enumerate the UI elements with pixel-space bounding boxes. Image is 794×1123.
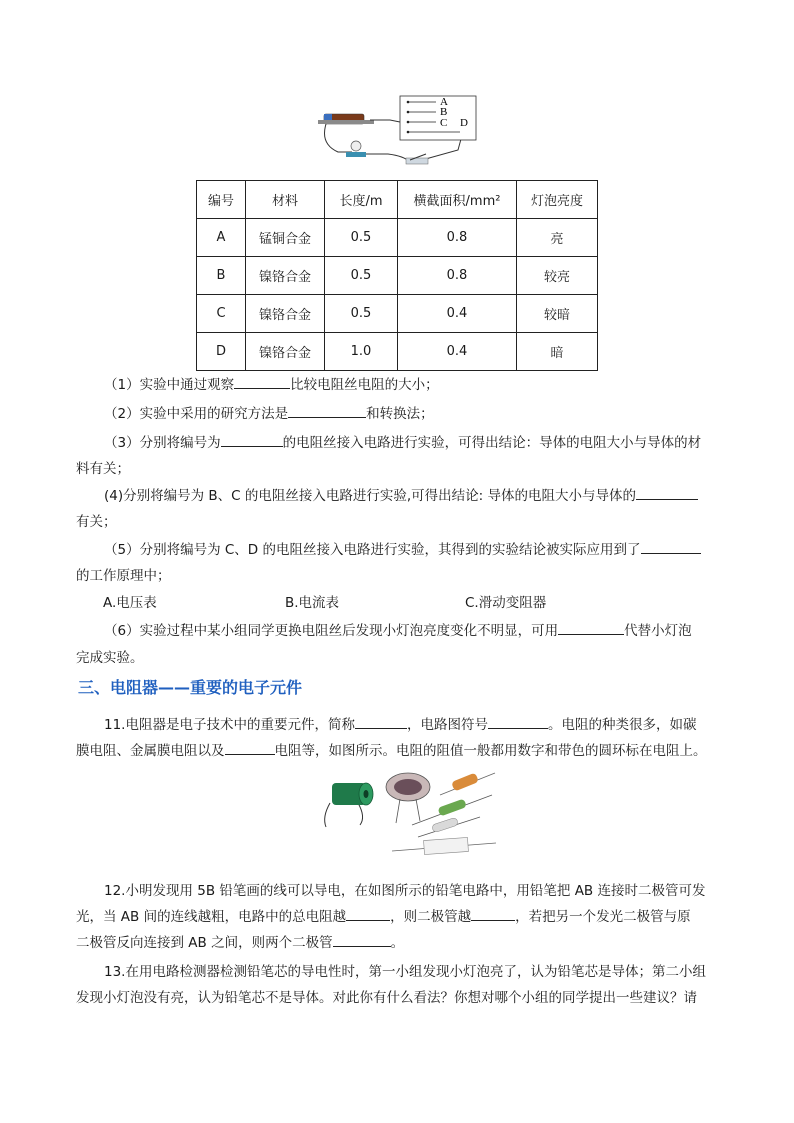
table-row: [197, 257, 598, 295]
table-cell: 0.8: [398, 219, 517, 257]
circuit-label-b: B: [440, 106, 448, 118]
question-2: （2）实验中采用的研究方法是 和转换法；: [104, 403, 434, 425]
section-heading: 三、电阻器——重要的电子元件: [78, 678, 303, 697]
table-row: [197, 219, 598, 257]
cement-resistor-icon: [392, 837, 496, 854]
carbon-resistor-icon: [440, 772, 495, 795]
answer-blank[interactable]: [234, 374, 290, 389]
table-header: 编号: [197, 181, 246, 219]
resistors-figure: [320, 765, 500, 860]
answer-blank[interactable]: [221, 432, 283, 447]
table-cell: 0.8: [398, 257, 517, 295]
table-cell: D: [197, 333, 246, 371]
answer-blank[interactable]: [558, 620, 624, 635]
question-6-line2: 完成实验。: [76, 650, 144, 666]
table-cell: C: [197, 295, 246, 333]
question-1: （1）实验中通过观察 比较电阻丝电阻的大小；: [104, 374, 439, 396]
circuit-diagram: [318, 94, 478, 174]
table-cell: 暗: [517, 333, 598, 371]
switch-icon: [406, 154, 428, 164]
answer-blank[interactable]: [333, 932, 391, 947]
question-12-line3: 二极管反向连接到 AB 之间，则两个二极管 。: [76, 932, 404, 954]
table-cell: 0.5: [325, 219, 398, 257]
answer-blank[interactable]: [288, 403, 366, 418]
film-resistor-icon: [412, 795, 492, 837]
answer-blank[interactable]: [346, 906, 390, 921]
answer-blank[interactable]: [488, 714, 548, 729]
table-header: 长度/m: [325, 181, 398, 219]
answer-blank[interactable]: [225, 740, 275, 755]
table-cell: 锰铜合金: [246, 219, 325, 257]
circuit-label-d: D: [460, 117, 468, 129]
question-3-line2: 料有关；: [76, 461, 130, 477]
table-cell: 0.5: [325, 295, 398, 333]
disc-resistor-icon: [386, 773, 430, 823]
answer-blank[interactable]: [641, 539, 701, 554]
question-11-line2: 膜电阻、金属膜电阻以及 电阻等，如图所示。电阻的阻值一般都用数字和带色的圆环标在电阻上。: [76, 740, 707, 762]
option-a: A.电压表: [103, 595, 157, 611]
answer-blank[interactable]: [355, 714, 407, 729]
question-4: (4)分别将编号为 B、C 的电阻丝接入电路进行实验,可得出结论: 导体的电阻大小与导体的: [104, 485, 698, 507]
table-cell: 较暗: [517, 295, 598, 333]
question-5: （5）分别将编号为 C、D 的电阻丝接入电路进行实验，其得到的实验结论被实际应用到了: [104, 539, 701, 561]
resistance-data-table: [196, 180, 598, 371]
table-cell: 较亮: [517, 257, 598, 295]
option-b: B.电流表: [285, 595, 340, 611]
question-13: 13.在用电路检测器检测铅笔芯的导电性时，第一小组发现小灯泡亮了，认为铅笔芯是导体；第二小组: [104, 964, 706, 980]
table-cell: 1.0: [325, 333, 398, 371]
question-5-line2: 的工作原理中；: [76, 568, 171, 584]
question-11: 11.电阻器是电子技术中的重要元件，简称 ，电路图符号 。电阻的种类很多，如碳: [104, 714, 696, 736]
table-row: [197, 333, 598, 371]
circuit-label-c: C: [440, 117, 448, 129]
table-header-row: [197, 181, 598, 219]
table-cell: 镍铬合金: [246, 333, 325, 371]
table-cell: 0.5: [325, 257, 398, 295]
question-13-line2: 发现小灯泡没有亮，认为铅笔芯不是导体。对此你有什么看法？你想对哪个小组的同学提出一些建议？请: [76, 990, 697, 1006]
wirewound-resistor-icon: [325, 783, 373, 827]
question-4-line2: 有关；: [76, 514, 117, 530]
bulb-icon: [346, 141, 366, 157]
answer-blank[interactable]: [636, 485, 698, 500]
table-cell: B: [197, 257, 246, 295]
option-c: C.滑动变阻器: [465, 595, 547, 611]
question-6: （6）实验过程中某小组同学更换电阻丝后发现小灯泡亮度变化不明显，可用 代替小灯泡: [104, 620, 692, 642]
table-cell: A: [197, 219, 246, 257]
answer-blank[interactable]: [471, 906, 515, 921]
table-header: 材料: [246, 181, 325, 219]
table-cell: 0.4: [398, 333, 517, 371]
table-row: [197, 295, 598, 333]
table-cell: 镍铬合金: [246, 257, 325, 295]
table-cell: 镍铬合金: [246, 295, 325, 333]
table-header: 横截面积/mm²: [398, 181, 517, 219]
question-3: （3）分别将编号为 的电阻丝接入电路进行实验，可得出结论：导体的电阻大小与导体的材: [104, 432, 701, 454]
table-cell: 亮: [517, 219, 598, 257]
question-12: 12.小明发现用 5B 铅笔画的线可以导电，在如图所示的铅笔电路中，用铅笔把 AB 连接时二极管可发: [104, 883, 706, 899]
table-cell: 0.4: [398, 295, 517, 333]
circuit-label-a: A: [440, 96, 448, 108]
question-12-line2: 光，当 AB 间的连线越粗，电路中的总电阻越 ，则二极管越 ，若把另一个发光二极管与原: [76, 906, 691, 928]
table-header: 灯泡亮度: [517, 181, 598, 219]
